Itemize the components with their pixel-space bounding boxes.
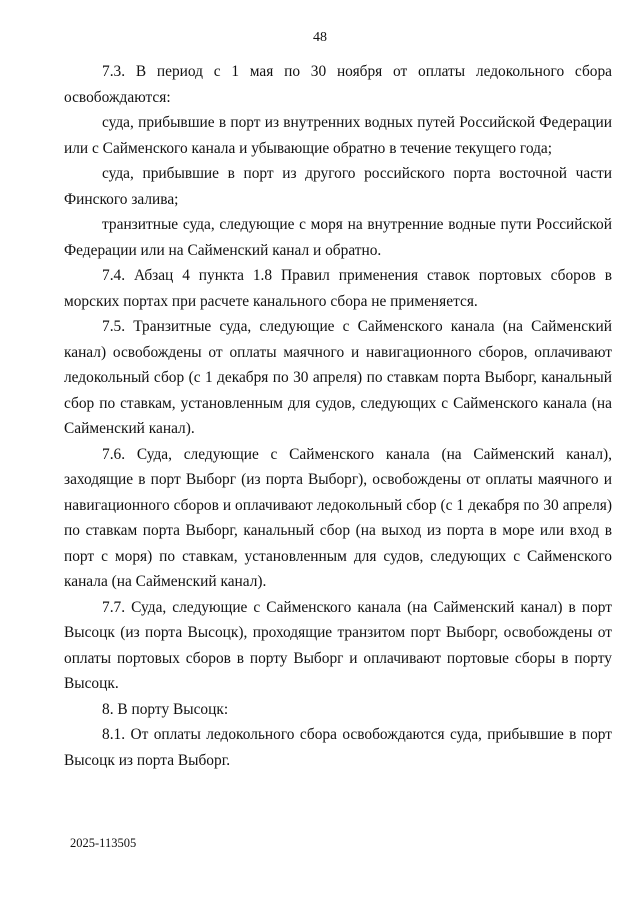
paragraph-7-3-item-3: транзитные суда, следующие с моря на внутренние водные пути Российской Федерации или на Сайменский канал и обратно. xyxy=(64,216,612,259)
section-8-heading: 8. В порту Высоцк: xyxy=(102,700,229,718)
document-id: 2025-113505 xyxy=(70,836,137,850)
paragraph-7-3: 7.3. В период с 1 мая по 30 ноября от оплаты ледокольного сбора освобождаются: xyxy=(64,63,612,106)
document-body xyxy=(64,59,612,773)
paragraph-7-5: 7.5. Транзитные суда, следующие с Сайменского канала (на Сайменский канал) освобождены от оплаты маячного и навигационного сборов, оплачивают ледокольный сбор (с 1 декабря по 30 апреля) по ставкам порта Выборг, канальный сбор по ставкам, установленным для судов, следующих с Сайменского канала (на Сайменский канал). xyxy=(64,318,612,437)
paragraph-7-6: 7.6. Суда, следующие с Сайменского канала (на Сайменский канал), заходящие в порт Выборг (из порта Выборг), освобождены от оплаты маячного и навигационного сборов и оплачивают ледокольный сбор (с 1 декабря по 30 апреля) по ставкам порта Выборг, канальный сбор (на выход из порта в море или вход в порт с моря) по ставкам, установленным для судов, следующих с Сайменского канала (на Сайменский канал). xyxy=(64,445,612,590)
paragraph-8-1: 8.1. От оплаты ледокольного сбора освобождаются суда, прибывшие в порт Высоцк из порта Выборг. xyxy=(64,726,612,769)
paragraph-7-7: 7.7. Суда, следующие с Сайменского канала (на Сайменский канал) в порт Высоцк (из порта Высоцк), проходящие транзитом порт Выборг, освобождены от оплаты портовых сборов в порту Выборг и оплачивают портовые сборы в порту Высоцк. xyxy=(64,598,612,692)
paragraph-7-3-item-1: суда, прибывшие в порт из внутренних водных путей Российской Федерации или с Сайменского канала и убывающие обратно в течение текущего года; xyxy=(64,114,612,157)
page-number: 48 xyxy=(313,30,327,45)
paragraph-7-3-item-2: суда, прибывшие в порт из другого российского порта восточной части Финского залива; xyxy=(64,165,612,208)
paragraph-7-4: 7.4. Абзац 4 пункта 1.8 Правил применения ставок портовых сборов в морских портах при расчете канального сбора не применяется. xyxy=(64,267,612,310)
